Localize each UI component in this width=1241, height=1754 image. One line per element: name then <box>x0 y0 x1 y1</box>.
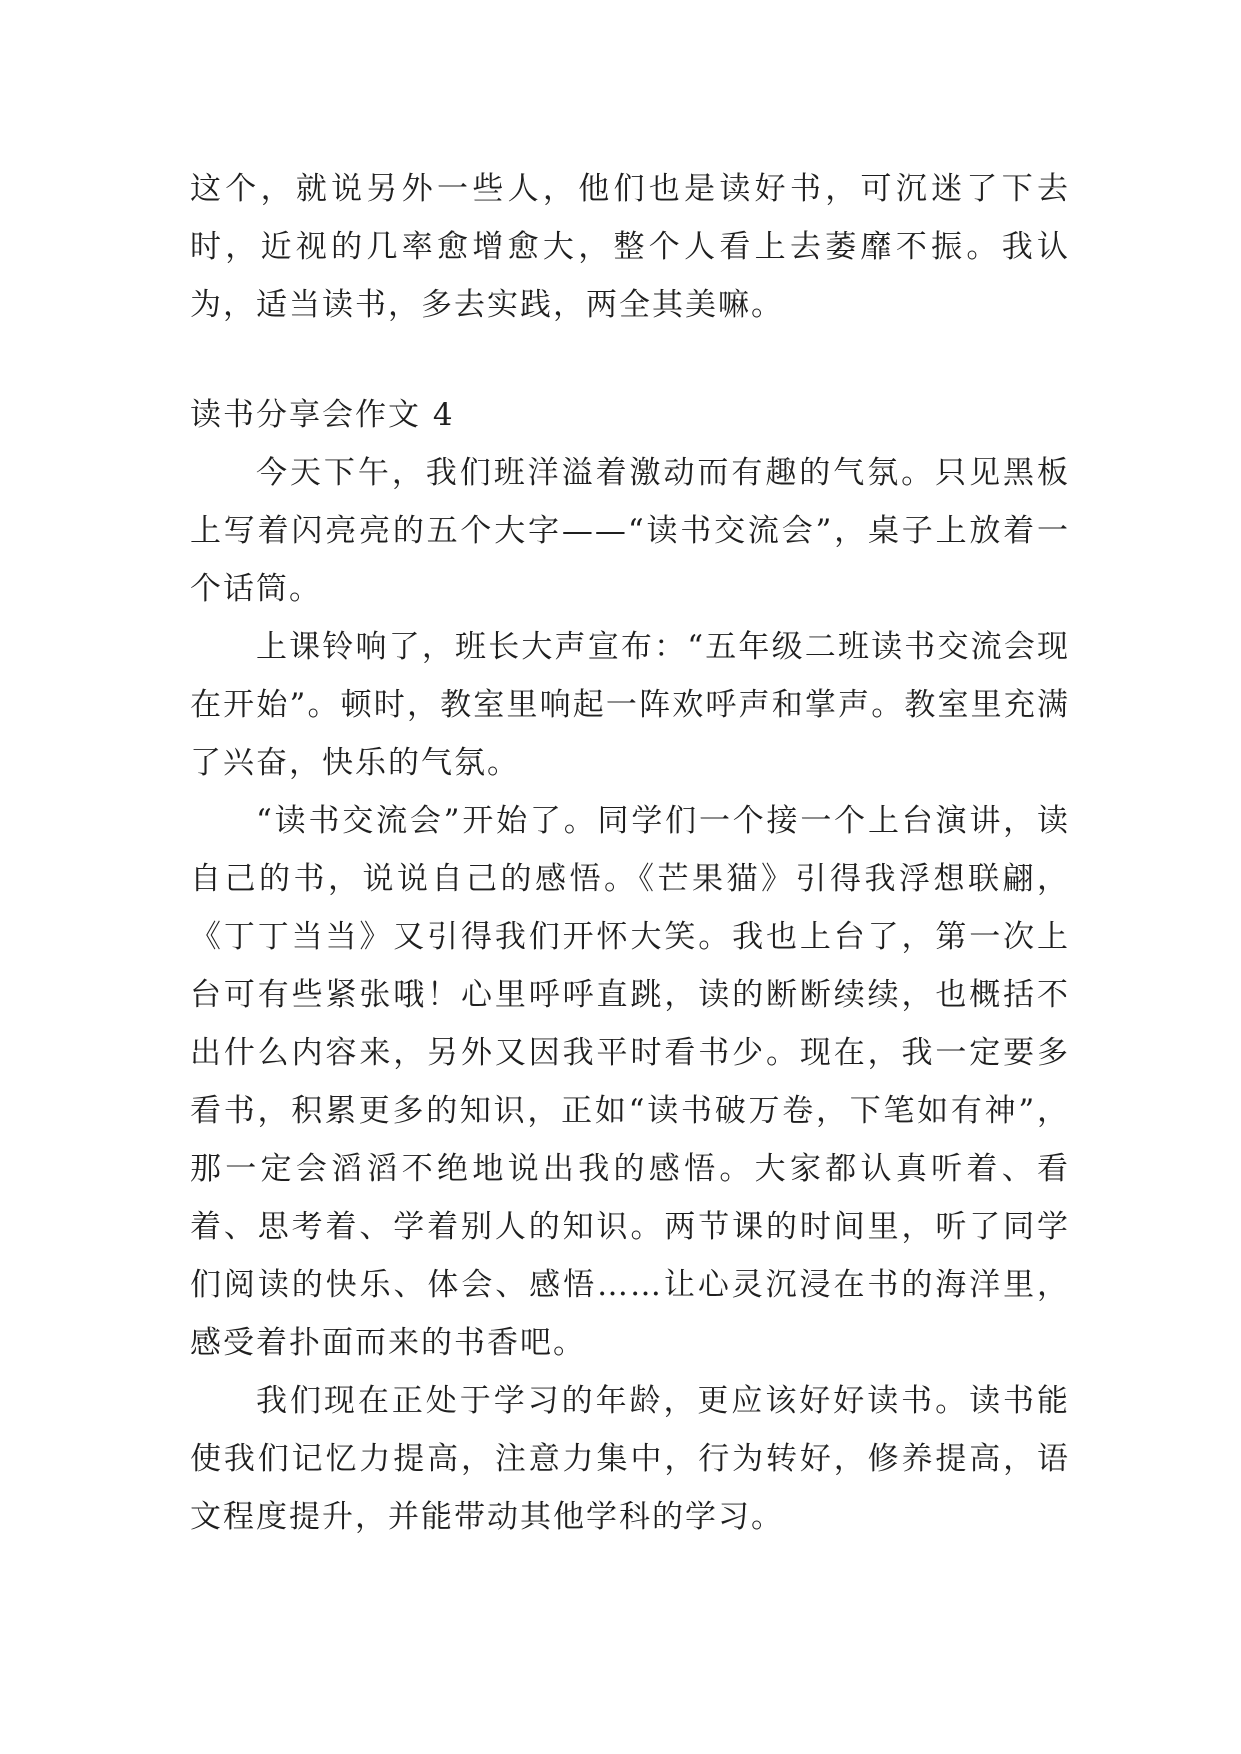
paragraph-4: 我们现在正处于学习的年龄，更应该好好读书。读书能使我们记忆力提高，注意力集中，行为转好，修养提高，语文程度提升，并能带动其他学科的学习。 <box>190 1383 1070 1535</box>
document-body <box>190 160 1070 1546</box>
paragraph-1: 今天下午，我们班洋溢着激动而有趣的气氛。只见黑板上写着闪亮亮的五个大字——“读书交流会”，桌子上放着一个话筒。 <box>190 455 1070 607</box>
section-title: 读书分享会作文 4 <box>190 397 455 433</box>
intro-paragraph: 这个，就说另外一些人，他们也是读好书，可沉迷了下去时，近视的几率愈增愈大，整个人看上去萎靡不振。我认为，适当读书，多去实践，两全其美嘛。 <box>190 171 1070 323</box>
paragraph-3: “读书交流会”开始了。同学们一个接一个上台演讲，读自己的书，说说自己的感悟。《芒果猫》引得我浮想联翩，《丁丁当当》又引得我们开怀大笑。我也上台了，第一次上台可有些紧张哦！心里呼呼直跳，读的断断续续，也概括不出什么内容来，另外又因我平时看书少。现在，我一定要多看书，积累更多的知识，正如“读书破万卷，下笔如有神”，那一定会滔滔不绝地说出我的感悟。大家都认真听着、看着、思考着、学着别人的知识。两节课的时间里，听了同学们阅读的快乐、体会、感悟……让心灵沉浸在书的海洋里，感受着扑面而来的书香吧。 <box>190 803 1070 1361</box>
paragraph-2: 上课铃响了，班长大声宣布：“五年级二班读书交流会现在开始”。顿时，教室里响起一阵欢呼声和掌声。教室里充满了兴奋，快乐的气氛。 <box>190 629 1070 781</box>
